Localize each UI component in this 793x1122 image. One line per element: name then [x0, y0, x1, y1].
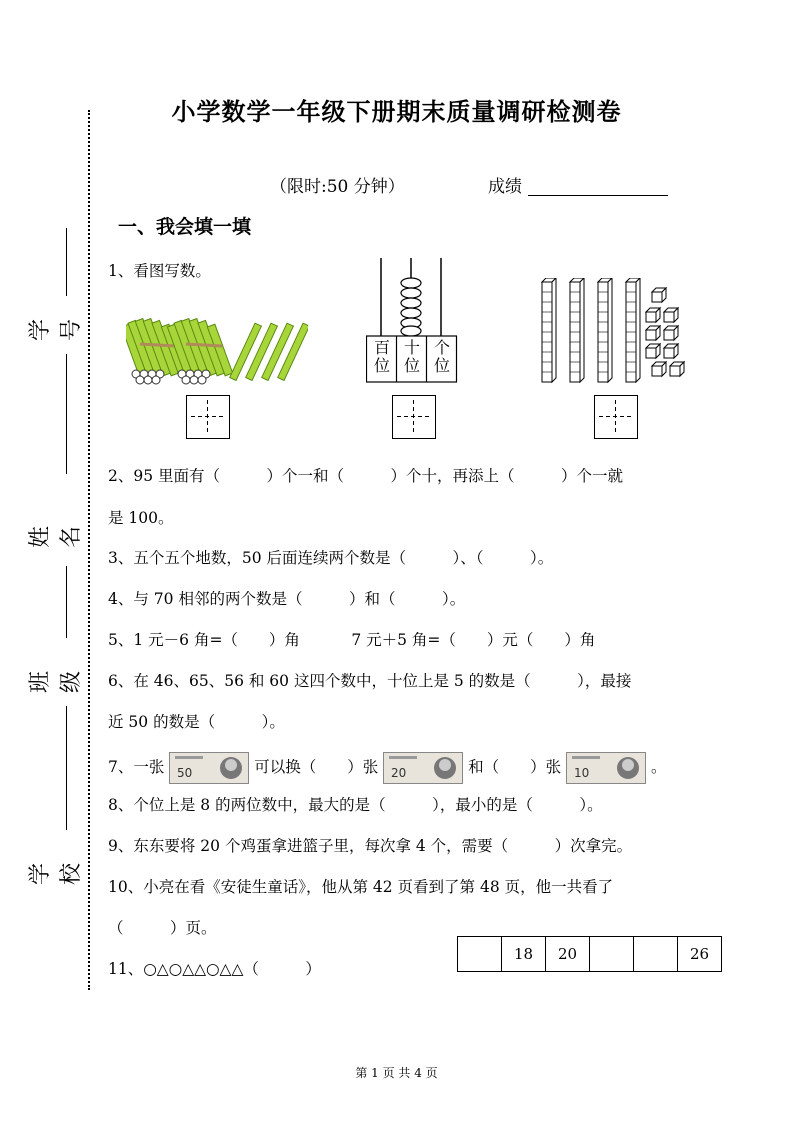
binding-dotted-line [88, 110, 90, 990]
question-8: 8、个位上是 8 的两位数中，最大的是（ ），最小的是（ ）。 [108, 796, 603, 814]
pattern-cell: 26 [678, 937, 722, 972]
stick-bundle-2 [167, 319, 232, 384]
abacus-ones-2: 位 [433, 356, 450, 375]
section-title: 一、我会填一填 [118, 216, 252, 238]
banknote-50-value: 50 [177, 766, 193, 780]
answer-box-blocks[interactable] [594, 395, 638, 439]
pattern-cell[interactable] [458, 937, 502, 972]
name-line-a[interactable] [66, 354, 67, 474]
page-title: 小学数学一年级下册期末质量调研检测卷 [171, 98, 622, 126]
question-7-mid-1: 可以换（ ）张 [254, 758, 379, 776]
question-3: 3、五个五个地数，50 后面连续两个数是（ ）、（ ）。 [108, 549, 554, 567]
school-label: 学校 [28, 862, 84, 885]
question-7-mid-2: 和（ ）张 [468, 758, 562, 776]
abacus-ones-1: 个 [433, 338, 450, 357]
question-6-line-1: 6、在 46、65、56 和 60 这四个数中，十位上是 5 的数是（ ），最接 [108, 672, 632, 690]
abacus-tens-2: 位 [403, 356, 420, 375]
answer-box-abacus[interactable] [392, 395, 436, 439]
name-label: 姓名 [28, 525, 84, 548]
banknote-10-value: 10 [574, 766, 590, 780]
banknote-20-value: 20 [391, 766, 407, 780]
pattern-cell: 20 [546, 937, 590, 972]
question-7-prefix: 7、一张 [108, 758, 165, 776]
question-2-line-2: 是 100。 [108, 509, 174, 527]
pattern-cell[interactable] [634, 937, 678, 972]
page-footer: 第 1 页 共 4 页 [355, 1066, 438, 1080]
question-4: 4、与 70 相邻的两个数是（ ）和（ ）。 [108, 590, 466, 608]
abacus-hundreds-1: 百 [373, 338, 390, 357]
number-pattern-table [457, 936, 722, 972]
abacus-hundreds-2: 位 [373, 356, 390, 375]
student-id-label: 学号 [28, 318, 84, 341]
ten-rod-2 [570, 278, 584, 382]
score-blank[interactable] [528, 195, 668, 196]
unit-cubes [646, 288, 684, 376]
question-7-suffix: 。 [651, 758, 667, 776]
ten-rod-4 [626, 278, 640, 382]
question-10-line-1: 10、小亮在看《安徒生童话》，他从第 42 页看到了第 48 页，他一共看了 [108, 878, 614, 896]
answer-box-sticks[interactable] [186, 395, 230, 439]
class-line[interactable] [66, 566, 67, 638]
question-1: 1、看图写数。 [108, 262, 211, 280]
sticks-illustration [126, 310, 308, 388]
time-limit: （限时:50 分钟） [270, 177, 405, 197]
student-id-line[interactable] [66, 228, 67, 296]
question-9: 9、东东要将 20 个鸡蛋拿进篮子里，每次拿 4 个，需要（ ）次拿完。 [108, 837, 633, 855]
question-7 [108, 750, 667, 786]
ten-rod-1 [542, 278, 556, 382]
score-label: 成绩 [488, 177, 522, 197]
single-sticks [230, 323, 308, 380]
abacus-tens-1: 十 [403, 338, 420, 357]
school-line[interactable] [66, 706, 67, 830]
question-10-line-2: （ ）页。 [108, 919, 217, 937]
ten-rod-3 [598, 278, 612, 382]
question-5: 5、1 元－6 角=（ ）角 7 元＋5 角=（ ）元（ ）角 [108, 631, 596, 649]
question-6-line-2: 近 50 的数是（ ）。 [108, 713, 285, 731]
banknote-10-icon [566, 750, 646, 786]
banknote-20-icon [383, 750, 463, 786]
question-2-line-1: 2、95 里面有（ ）个一和（ ）个十，再添上（ ）个一就 [108, 467, 624, 485]
pattern-cell: 18 [502, 937, 546, 972]
base-ten-blocks-illustration [540, 278, 690, 386]
class-label: 班级 [28, 670, 84, 693]
pattern-cell[interactable] [590, 937, 634, 972]
question-11: 11、○△○△△○△△（ ） [108, 960, 321, 978]
banknote-50-icon [169, 750, 249, 786]
